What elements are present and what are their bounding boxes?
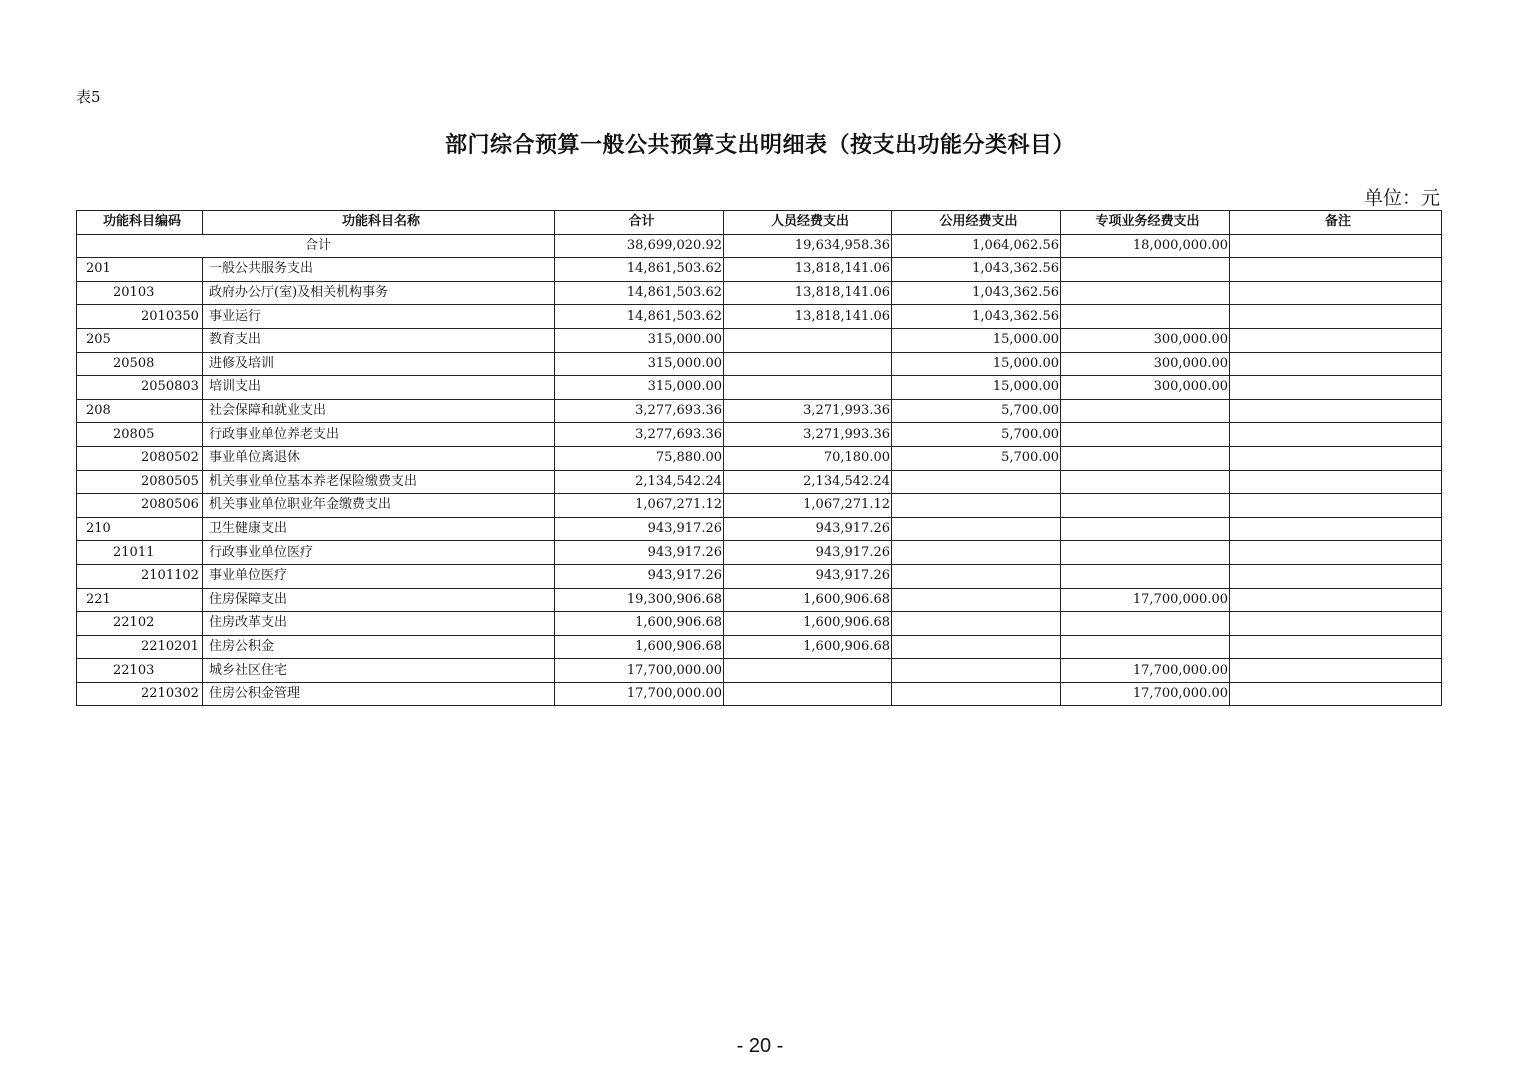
table-row — [77, 281, 1442, 305]
table-row — [77, 376, 1442, 400]
table-row — [77, 588, 1442, 612]
cell-special — [1061, 635, 1230, 659]
cell-note — [1230, 423, 1442, 447]
cell-special — [1061, 612, 1230, 636]
cell-total: 315,000.00 — [555, 328, 724, 352]
cell-code: 2080502 — [77, 446, 203, 470]
cell-public: 5,700.00 — [892, 423, 1061, 447]
cell-public — [892, 470, 1061, 494]
table-row — [77, 423, 1442, 447]
cell-code: 20805 — [77, 423, 203, 447]
cell-code: 201 — [77, 258, 203, 282]
cell-public: 1,043,362.56 — [892, 305, 1061, 329]
cell-personnel: 1,067,271.12 — [724, 494, 892, 518]
table-row — [77, 446, 1442, 470]
cell-special: 17,700,000.00 — [1061, 682, 1230, 706]
cell-note — [1230, 258, 1442, 282]
cell-special: 300,000.00 — [1061, 352, 1230, 376]
cell-total: 14,861,503.62 — [555, 258, 724, 282]
cell-name: 政府办公厅(室)及相关机构事务 — [203, 281, 555, 305]
cell-note — [1230, 470, 1442, 494]
cell-personnel: 3,271,993.36 — [724, 423, 892, 447]
cell-name: 住房公积金管理 — [203, 682, 555, 706]
cell-total: 315,000.00 — [555, 376, 724, 400]
cell-public: 5,700.00 — [892, 399, 1061, 423]
cell-note — [1230, 328, 1442, 352]
total-row-total: 38,699,020.92 — [555, 234, 724, 258]
page-number: - 20 - — [736, 1035, 784, 1057]
table-row — [77, 517, 1442, 541]
cell-note — [1230, 281, 1442, 305]
cell-name: 行政事业单位医疗 — [203, 541, 555, 565]
cell-note — [1230, 659, 1442, 683]
cell-note — [1230, 376, 1442, 400]
cell-personnel — [724, 352, 892, 376]
cell-total: 943,917.26 — [555, 564, 724, 588]
cell-name: 行政事业单位养老支出 — [203, 423, 555, 447]
table-row — [77, 612, 1442, 636]
cell-personnel: 1,600,906.68 — [724, 612, 892, 636]
cell-special — [1061, 305, 1230, 329]
cell-personnel — [724, 659, 892, 683]
cell-note — [1230, 494, 1442, 518]
cell-total: 1,600,906.68 — [555, 612, 724, 636]
page-title: 部门综合预算一般公共预算支出明细表（按支出功能分类科目） — [444, 132, 1075, 158]
cell-name: 教育支出 — [203, 328, 555, 352]
cell-code: 2080506 — [77, 494, 203, 518]
cell-name: 事业单位离退休 — [203, 446, 555, 470]
cell-name: 住房公积金 — [203, 635, 555, 659]
cell-name: 住房改革支出 — [203, 612, 555, 636]
cell-name: 事业运行 — [203, 305, 555, 329]
cell-special — [1061, 423, 1230, 447]
cell-personnel: 3,271,993.36 — [724, 399, 892, 423]
total-row-note — [1230, 234, 1442, 258]
cell-code: 2101102 — [77, 564, 203, 588]
cell-name: 事业单位医疗 — [203, 564, 555, 588]
cell-personnel: 13,818,141.06 — [724, 281, 892, 305]
cell-total: 17,700,000.00 — [555, 682, 724, 706]
table-row — [77, 541, 1442, 565]
cell-total: 2,134,542.24 — [555, 470, 724, 494]
cell-total: 14,861,503.62 — [555, 281, 724, 305]
cell-name: 住房保障支出 — [203, 588, 555, 612]
cell-note — [1230, 635, 1442, 659]
cell-code: 22103 — [77, 659, 203, 683]
cell-special: 300,000.00 — [1061, 376, 1230, 400]
cell-total: 3,277,693.36 — [555, 399, 724, 423]
cell-name: 城乡社区住宅 — [203, 659, 555, 683]
cell-special — [1061, 494, 1230, 518]
cell-name: 进修及培训 — [203, 352, 555, 376]
column-header-note: 备注 — [1230, 211, 1442, 235]
cell-name: 机关事业单位基本养老保险缴费支出 — [203, 470, 555, 494]
cell-total: 1,600,906.68 — [555, 635, 724, 659]
cell-special — [1061, 281, 1230, 305]
cell-name: 机关事业单位职业年金缴费支出 — [203, 494, 555, 518]
cell-public — [892, 541, 1061, 565]
cell-public — [892, 517, 1061, 541]
cell-code: 210 — [77, 517, 203, 541]
table-row — [77, 682, 1442, 706]
cell-personnel: 943,917.26 — [724, 541, 892, 565]
cell-personnel — [724, 682, 892, 706]
cell-code: 20508 — [77, 352, 203, 376]
cell-personnel: 2,134,542.24 — [724, 470, 892, 494]
table-row — [77, 305, 1442, 329]
cell-special — [1061, 564, 1230, 588]
total-row-special: 18,000,000.00 — [1061, 234, 1230, 258]
cell-code: 205 — [77, 328, 203, 352]
cell-public — [892, 659, 1061, 683]
cell-personnel: 1,600,906.68 — [724, 588, 892, 612]
cell-special: 17,700,000.00 — [1061, 659, 1230, 683]
cell-total: 1,067,271.12 — [555, 494, 724, 518]
total-row-personnel: 19,634,958.36 — [724, 234, 892, 258]
table-row — [77, 659, 1442, 683]
column-header-name: 功能科目名称 — [203, 211, 555, 235]
cell-special — [1061, 446, 1230, 470]
cell-total: 943,917.26 — [555, 541, 724, 565]
total-row — [77, 234, 1442, 258]
cell-note — [1230, 564, 1442, 588]
cell-special — [1061, 399, 1230, 423]
cell-public — [892, 635, 1061, 659]
table-row — [77, 328, 1442, 352]
table-body — [77, 234, 1442, 706]
cell-note — [1230, 352, 1442, 376]
table-row — [77, 258, 1442, 282]
cell-special — [1061, 258, 1230, 282]
cell-public — [892, 612, 1061, 636]
cell-personnel — [724, 328, 892, 352]
cell-public — [892, 564, 1061, 588]
cell-note — [1230, 612, 1442, 636]
column-header-personnel: 人员经费支出 — [724, 211, 892, 235]
cell-code: 221 — [77, 588, 203, 612]
cell-special: 17,700,000.00 — [1061, 588, 1230, 612]
cell-public: 15,000.00 — [892, 352, 1061, 376]
cell-name: 社会保障和就业支出 — [203, 399, 555, 423]
cell-personnel: 943,917.26 — [724, 564, 892, 588]
table-header-row — [77, 211, 1442, 235]
table-row — [77, 494, 1442, 518]
cell-personnel — [724, 376, 892, 400]
table-row — [77, 470, 1442, 494]
cell-name: 培训支出 — [203, 376, 555, 400]
table-row — [77, 352, 1442, 376]
cell-name: 卫生健康支出 — [203, 517, 555, 541]
cell-personnel: 13,818,141.06 — [724, 305, 892, 329]
cell-total: 3,277,693.36 — [555, 423, 724, 447]
cell-code: 22102 — [77, 612, 203, 636]
cell-code: 2050803 — [77, 376, 203, 400]
cell-special — [1061, 541, 1230, 565]
total-row-label: 合计 — [77, 234, 555, 258]
cell-total: 75,880.00 — [555, 446, 724, 470]
table-row — [77, 399, 1442, 423]
cell-note — [1230, 305, 1442, 329]
column-header-code: 功能科目编码 — [77, 211, 203, 235]
cell-note — [1230, 517, 1442, 541]
cell-code: 20103 — [77, 281, 203, 305]
cell-note — [1230, 399, 1442, 423]
cell-special — [1061, 470, 1230, 494]
cell-public: 15,000.00 — [892, 328, 1061, 352]
cell-special: 300,000.00 — [1061, 328, 1230, 352]
table-number-label: 表5 — [76, 88, 101, 106]
cell-personnel: 70,180.00 — [724, 446, 892, 470]
cell-note — [1230, 588, 1442, 612]
cell-code: 2080505 — [77, 470, 203, 494]
cell-code: 2210201 — [77, 635, 203, 659]
cell-total: 19,300,906.68 — [555, 588, 724, 612]
cell-code: 208 — [77, 399, 203, 423]
column-header-special: 专项业务经费支出 — [1061, 211, 1230, 235]
cell-public: 5,700.00 — [892, 446, 1061, 470]
cell-public: 1,043,362.56 — [892, 281, 1061, 305]
column-header-total: 合计 — [555, 211, 724, 235]
cell-public: 15,000.00 — [892, 376, 1061, 400]
cell-note — [1230, 682, 1442, 706]
cell-name: 一般公共服务支出 — [203, 258, 555, 282]
cell-total: 14,861,503.62 — [555, 305, 724, 329]
cell-public — [892, 682, 1061, 706]
cell-public: 1,043,362.56 — [892, 258, 1061, 282]
cell-personnel: 1,600,906.68 — [724, 635, 892, 659]
cell-total: 315,000.00 — [555, 352, 724, 376]
cell-total: 17,700,000.00 — [555, 659, 724, 683]
cell-total: 943,917.26 — [555, 517, 724, 541]
cell-code: 21011 — [77, 541, 203, 565]
table-row — [77, 635, 1442, 659]
unit-label: 单位：元 — [1363, 187, 1440, 209]
budget-table — [76, 210, 1442, 706]
cell-code: 2210302 — [77, 682, 203, 706]
cell-note — [1230, 446, 1442, 470]
total-row-public: 1,064,062.56 — [892, 234, 1061, 258]
cell-public — [892, 494, 1061, 518]
cell-public — [892, 588, 1061, 612]
cell-personnel: 13,818,141.06 — [724, 258, 892, 282]
cell-special — [1061, 517, 1230, 541]
table-row — [77, 564, 1442, 588]
column-header-public: 公用经费支出 — [892, 211, 1061, 235]
cell-note — [1230, 541, 1442, 565]
cell-personnel: 943,917.26 — [724, 517, 892, 541]
cell-code: 2010350 — [77, 305, 203, 329]
